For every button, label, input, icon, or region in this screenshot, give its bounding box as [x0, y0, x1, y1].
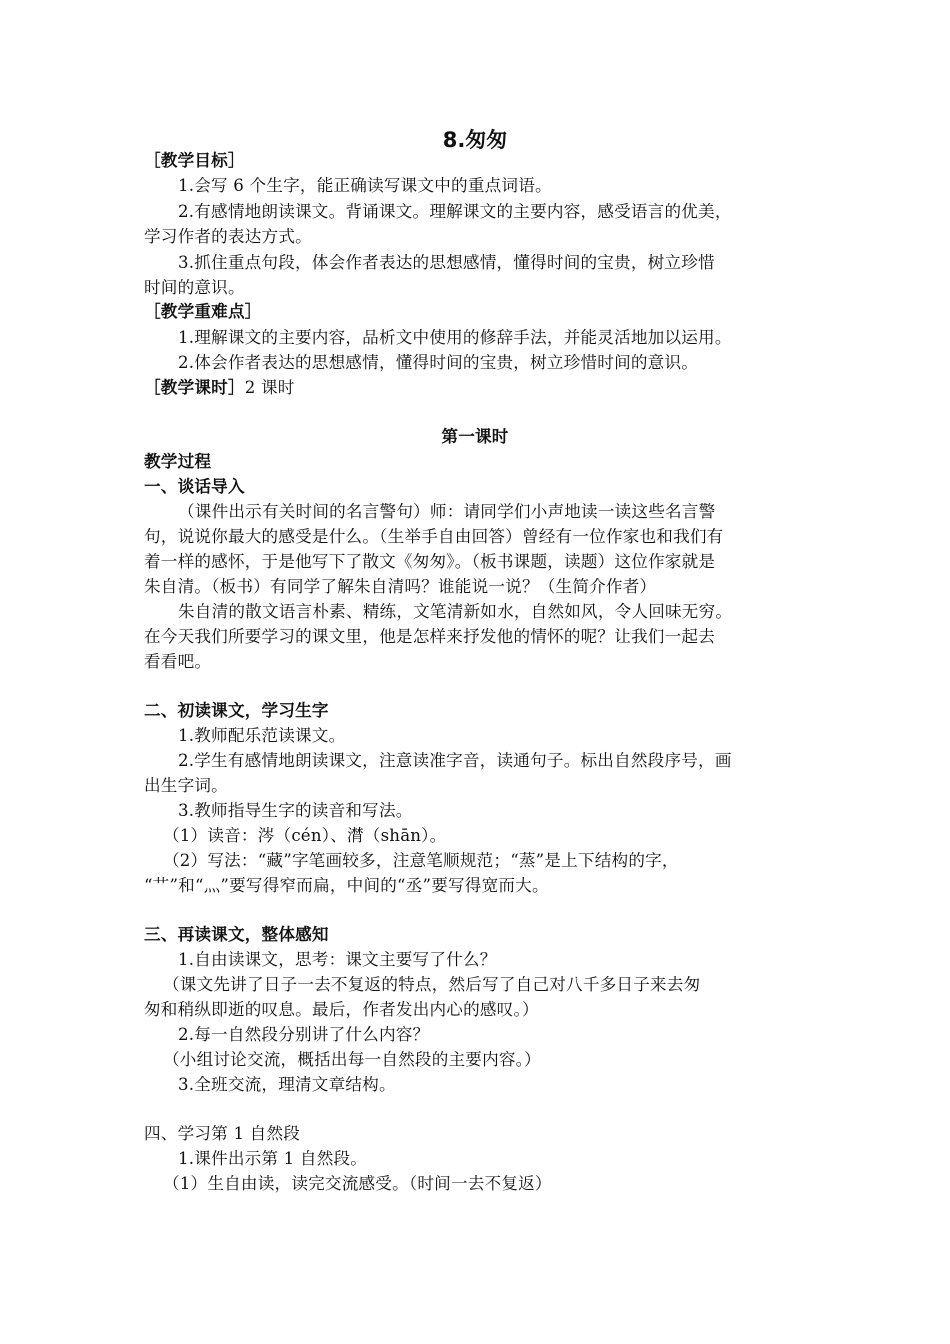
section-1-line: （课件出示有关时间的名言警句）师：请同学们小声地读一读这些名言警 — [178, 502, 716, 521]
goals-item: 1.会写 6 个生字，能正确读写课文中的重点词语。 — [178, 176, 552, 195]
keypoints-item: 2.体会作者表达的思想感情，懂得时间的宝贵，树立珍惜时间的意识。 — [178, 353, 699, 372]
hours-value: 2 课时 — [244, 378, 295, 397]
hours-heading: ［教学课时］ — [144, 378, 245, 397]
process-heading: 教学过程 — [144, 452, 212, 471]
section-2-line: 3.教师指导生字的读音和写法。 — [178, 801, 413, 820]
lesson-title: 第一课时 — [441, 427, 509, 446]
section-1-line: 在今天我们所要学习的课文里，他是怎样来抒发他的情怀的呢？让我们一起去 — [144, 627, 715, 646]
section-2-line: 1.教师配乐范读课文。 — [178, 726, 346, 745]
section-1-line: 看看吧。 — [144, 652, 212, 671]
section-2-line: 2.学生有感情地朗读课文，注意读准字音，读通句子。标出自然段序号，画 — [178, 751, 732, 770]
section-3-line: 3.全班交流，理清文章结构。 — [178, 1075, 396, 1094]
section-3-line: 匆和稍纵即逝的叹息。最后，作者发出内心的感叹。） — [144, 1000, 539, 1019]
section-3-line: 1.自由读课文，思考：课文主要写了什么？ — [178, 950, 497, 969]
section-1-line: 句，说说你最大的感受是什么。（生举手自由回答）曾经有一位作家也和我们有 — [144, 527, 724, 546]
section-2-line: （2）写法：“藏”字笔画较多，注意笔顺规范；“蒸”是上下结构的字， — [163, 851, 679, 870]
section-4-line: （1）生自由读，读完交流感受。（时间一去不复返） — [163, 1174, 552, 1193]
section-3-line: （课文先讲了日子一去不复返的特点，然后写了自己对八千多日子来去匆 — [163, 975, 701, 994]
section-2-line: “艹”和“灬”要写得窄而扁，中间的“丞”要写得宽而大。 — [144, 876, 549, 895]
goals-heading: ［教学目标］ — [144, 151, 245, 170]
goals-item: 3.抓住重点句段，体会作者表达的思想感情，懂得时间的宝贵，树立珍惜 — [178, 253, 715, 272]
goals-item: 学习作者的表达方式。 — [144, 227, 312, 246]
section-3-heading: 三、再读课文，整体感知 — [144, 925, 329, 944]
section-1-line: 着一样的感怀，于是他写下了散文《匆匆》。（板书课题，读题）这位作家就是 — [144, 552, 716, 571]
section-4-line: 1.课件出示第 1 自然段。 — [178, 1149, 368, 1168]
goals-item: 时间的意识。 — [144, 278, 245, 297]
section-2-heading: 二、初读课文，学习生字 — [144, 701, 329, 720]
section-2-line: （1）读音：涔（cén）、潸（shān）。 — [163, 826, 447, 845]
section-2-line: 出生字词。 — [144, 776, 228, 795]
section-4-heading: 四、学习第 1 自然段 — [144, 1124, 301, 1143]
section-1-line: 朱自清。（板书）有同学了解朱自清吗？谁能说一说？（生简介作者） — [144, 577, 657, 596]
keypoints-heading: ［教学重难点］ — [144, 302, 262, 321]
goals-item: 2.有感情地朗读课文。背诵课文。理解课文的主要内容，感受语言的优美， — [178, 202, 732, 221]
hours-line — [144, 376, 295, 400]
section-3-line: （小组讨论交流，概括出每一自然段的主要内容。） — [163, 1050, 541, 1069]
section-3-line: 2.每一自然段分别讲了什么内容？ — [178, 1025, 430, 1044]
section-1-heading: 一、谈话导入 — [144, 477, 245, 496]
page-title: 8.匆匆 — [442, 128, 508, 152]
keypoints-item: 1.理解课文的主要内容，品析文中使用的修辞手法，并能灵活地加以运用。 — [178, 328, 732, 347]
section-1-line: 朱自清的散文语言朴素、精练，文笔清新如水，自然如风，令人回味无穷。 — [178, 602, 733, 621]
